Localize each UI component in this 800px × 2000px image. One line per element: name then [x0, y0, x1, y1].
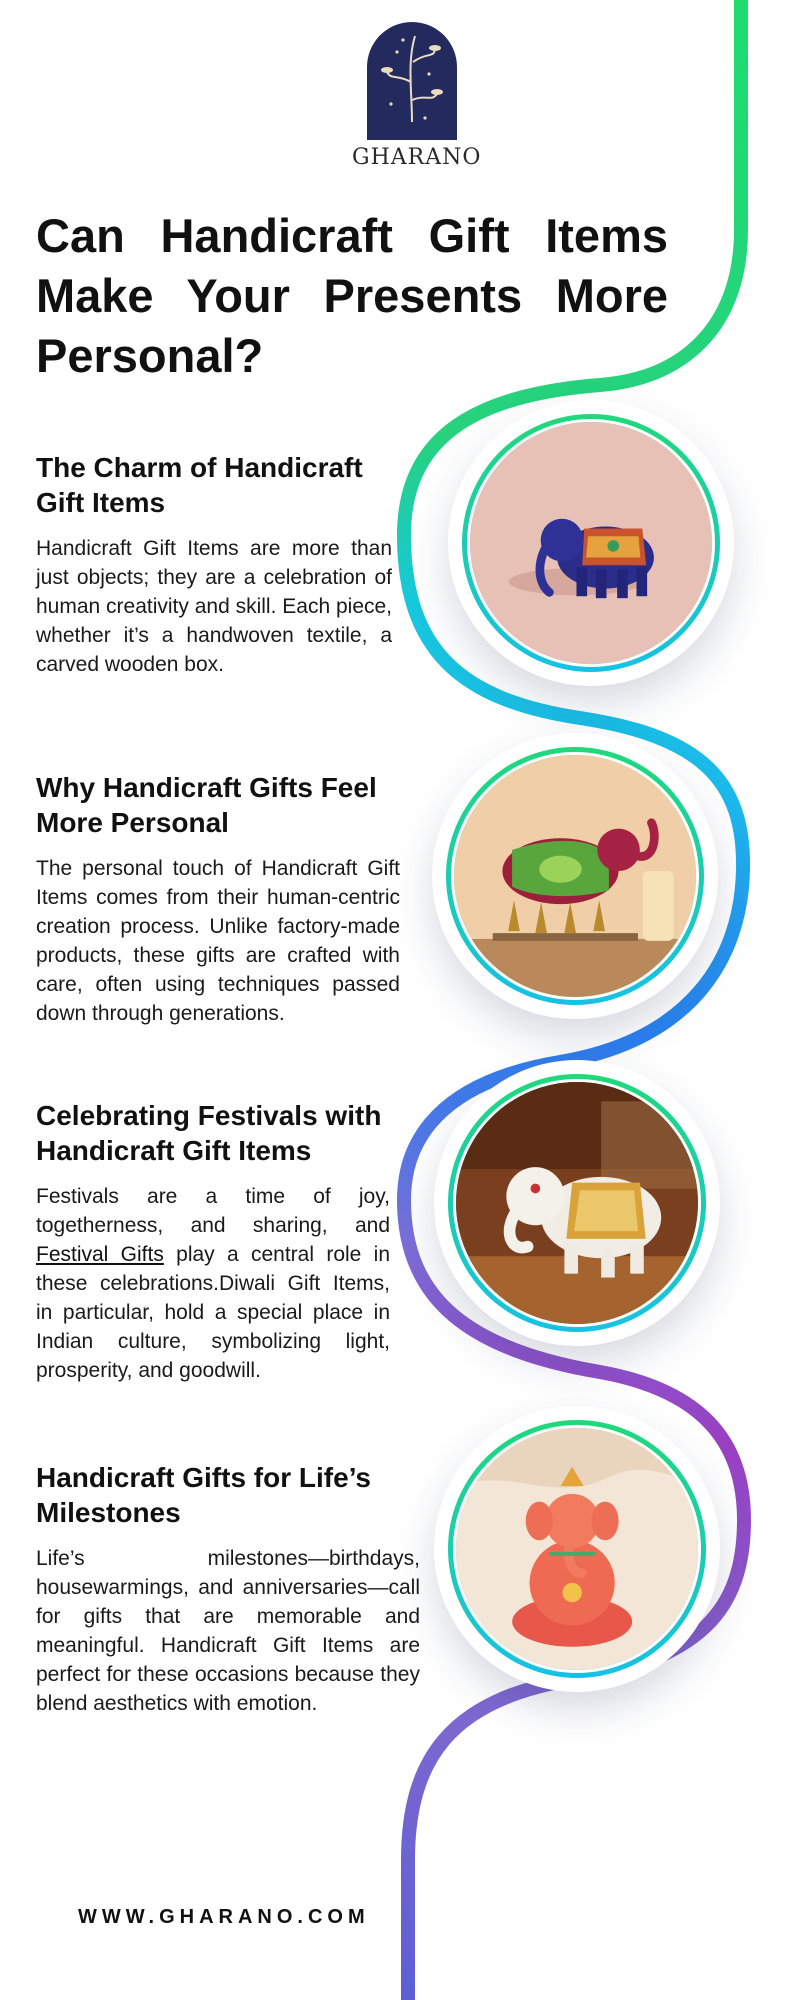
section-body [36, 1182, 390, 1385]
section-festivals [36, 1098, 390, 1385]
section-body: Life’s milestones—birthdays, housewarmings, and anniversaries—call for gifts that are memorable and meaningful. Handicraft Gift Items are perfect for these occasions because they blend aesthetics with emotion. [36, 1547, 420, 1715]
page-title: Can Handicraft Gift Items Make Your Presents More Personal? [36, 209, 668, 382]
section-personal [36, 770, 400, 1028]
section-body: Handicraft Gift Items are more than just objects; they are a celebration of human creativity and skill. Each piece, whether it’s a handwoven textile, a carved wooden box. [36, 537, 393, 676]
ganesha-idol-image [456, 1428, 698, 1670]
blue-elephant-figurine-image [470, 422, 712, 664]
photo-red-elephant [432, 733, 718, 1019]
section-body-text: play a central role in these celebrations.Diwali Gift Items, in particular, hold a special place in Indian culture, symbolizing light, prosperity, and goodwill. [36, 1243, 390, 1382]
red-elephant-figurine-image [454, 755, 696, 997]
section-body-text: Festivals are a time of joy, togetherness, and sharing, and [36, 1185, 390, 1237]
logo-emblem [367, 22, 457, 140]
section-heading: The Charm of Handicraft Gift Items [36, 452, 363, 518]
photo-ganesha [434, 1406, 720, 1692]
footer-website-url[interactable]: WWW.GHARANO.COM [78, 1906, 370, 1928]
festival-gifts-link[interactable]: Festival Gifts [36, 1243, 164, 1266]
section-charm [36, 450, 392, 679]
section-heading: Why Handicraft Gifts Feel More Personal [36, 772, 377, 838]
section-body: The personal touch of Handicraft Gift Items comes from their human-centric creation process. Unlike factory-made products, these gifts are crafted with care, often using techniques passed down through generations. [36, 857, 400, 1025]
photo-white-elephant [434, 1060, 720, 1346]
section-heading: Handicraft Gifts for Life’s Milestones [36, 1462, 372, 1528]
white-marble-elephant-image [456, 1082, 698, 1324]
section-milestones [36, 1460, 420, 1718]
section-heading: Celebrating Festivals with Handicraft Gift Items [36, 1100, 382, 1166]
logo-wordmark: GHARANO [352, 145, 482, 170]
photo-blue-elephant [448, 400, 734, 686]
brand-logo [352, 22, 482, 172]
